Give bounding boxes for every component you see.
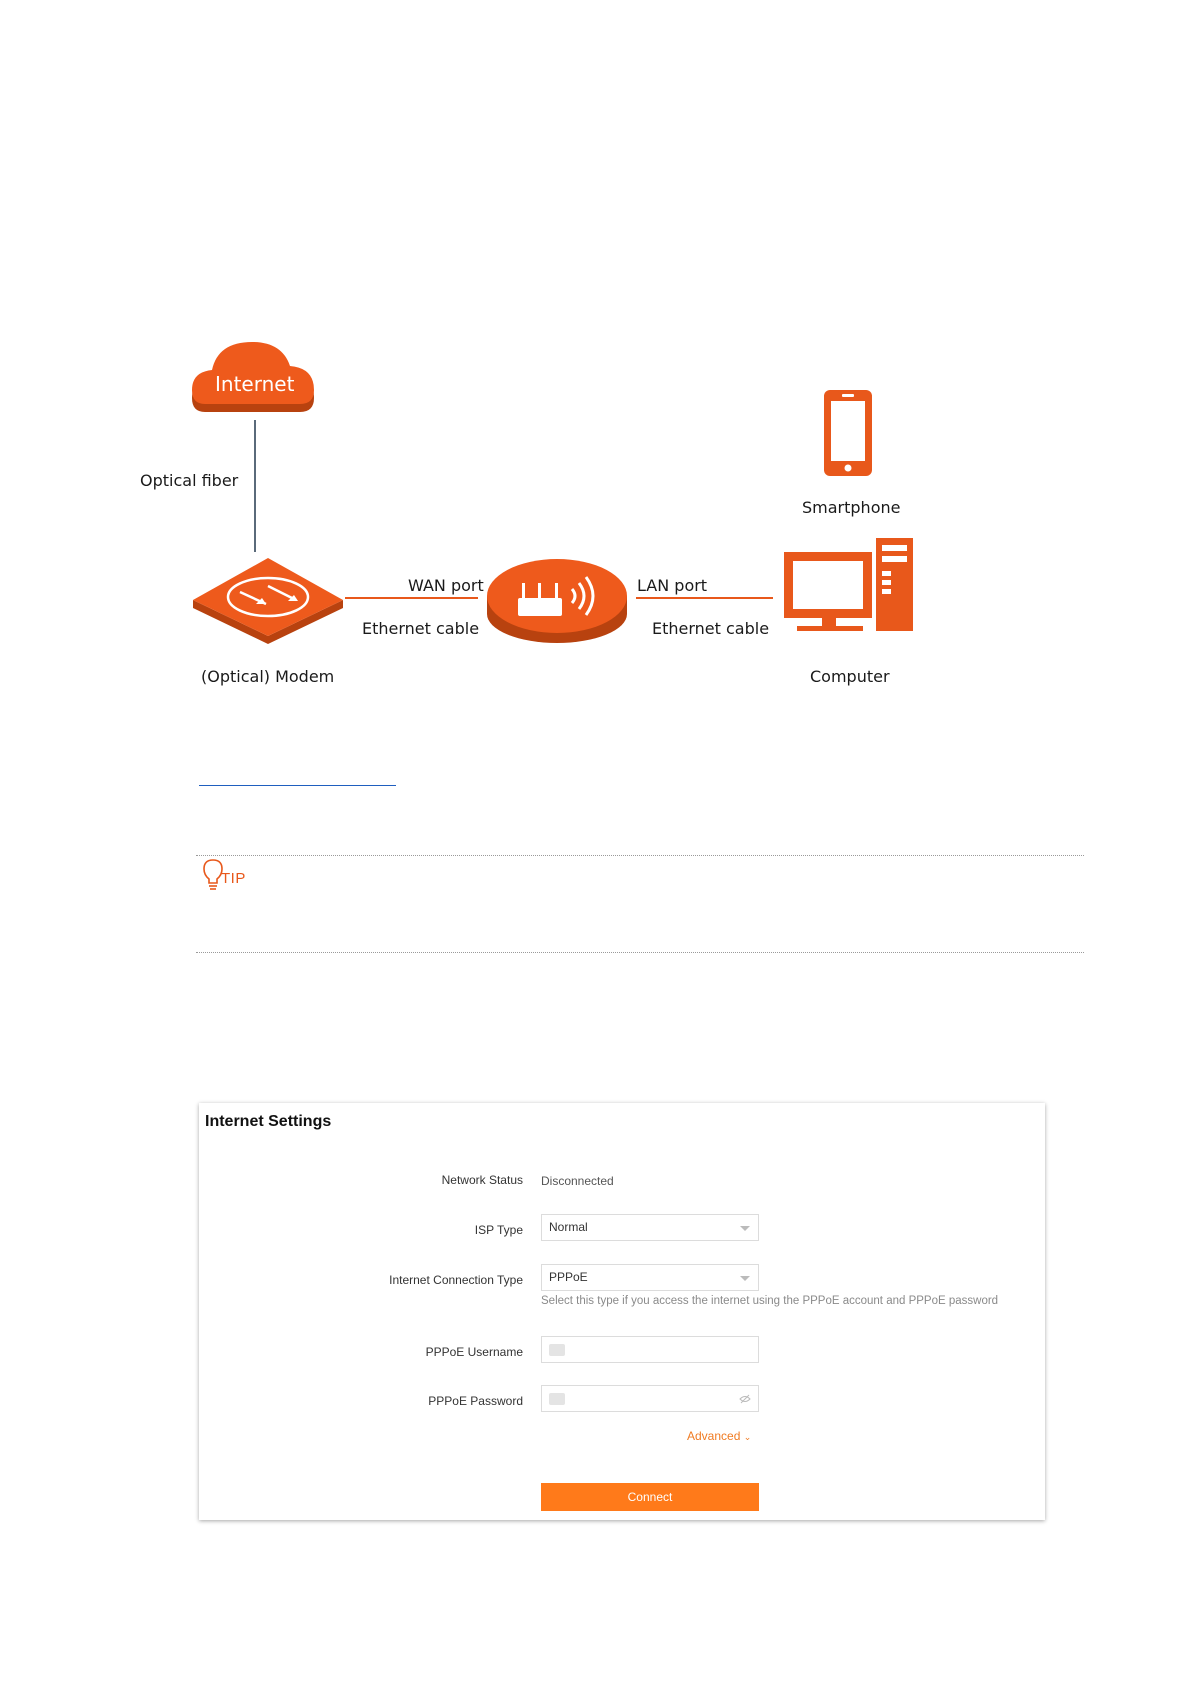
- pppoe-password-label: PPPoE Password: [428, 1394, 523, 1408]
- eye-off-icon[interactable]: [739, 1393, 751, 1405]
- connection-type-label: Internet Connection Type: [389, 1273, 523, 1287]
- pppoe-username-label: PPPoE Username: [425, 1345, 523, 1359]
- advanced-label: Advanced: [687, 1429, 741, 1443]
- connection-type-hint: Select this type if you access the internet using the PPPoE account and PPPoE password: [541, 1295, 999, 1307]
- redacted-password: [549, 1393, 565, 1405]
- tip-top-divider: [196, 855, 1084, 856]
- ethernet-cable-right-label: Ethernet cable: [652, 619, 770, 638]
- network-topology-diagram: [0, 0, 1191, 720]
- network-status-label: Network Status: [441, 1173, 523, 1187]
- isp-type-selected-value: Normal: [549, 1220, 588, 1234]
- optical-fiber-label: Optical fiber: [140, 471, 239, 490]
- connect-button[interactable]: Connect: [541, 1483, 759, 1511]
- chevron-down-icon: ⌄: [743, 1432, 752, 1442]
- network-status-value: Disconnected: [541, 1174, 614, 1188]
- ethernet-cable-left-label: Ethernet cable: [362, 619, 480, 638]
- smartphone-icon: [824, 390, 872, 476]
- connection-type-selected-value: PPPoE: [549, 1270, 588, 1284]
- lan-port-label: LAN port: [637, 576, 708, 595]
- chevron-down-icon: [740, 1276, 750, 1281]
- pppoe-username-input[interactable]: [541, 1336, 759, 1363]
- tip-bottom-divider: [196, 952, 1084, 953]
- internet-settings-panel: [199, 1103, 1045, 1520]
- tip-label: TIP: [221, 870, 246, 887]
- topology-graphics: [0, 0, 1191, 720]
- internet-label: Internet: [215, 372, 295, 396]
- computer-label: Computer: [810, 667, 890, 686]
- wan-port-label: WAN port: [408, 576, 484, 595]
- router-icon: [487, 559, 627, 643]
- redacted-username: [549, 1344, 565, 1356]
- modem-label: (Optical) Modem: [201, 667, 335, 686]
- chevron-down-icon: [740, 1226, 750, 1231]
- isp-type-label: ISP Type: [474, 1223, 523, 1237]
- panel-title: Internet Settings: [205, 1113, 332, 1130]
- connection-type-select[interactable]: [541, 1264, 759, 1291]
- hyperlink-underline[interactable]: [199, 785, 396, 786]
- smartphone-label: Smartphone: [802, 498, 901, 517]
- pppoe-password-input[interactable]: [541, 1385, 759, 1412]
- modem-icon: [193, 558, 343, 644]
- isp-type-select[interactable]: [541, 1214, 759, 1241]
- computer-icon: [784, 538, 913, 631]
- advanced-toggle[interactable]: [687, 1429, 751, 1443]
